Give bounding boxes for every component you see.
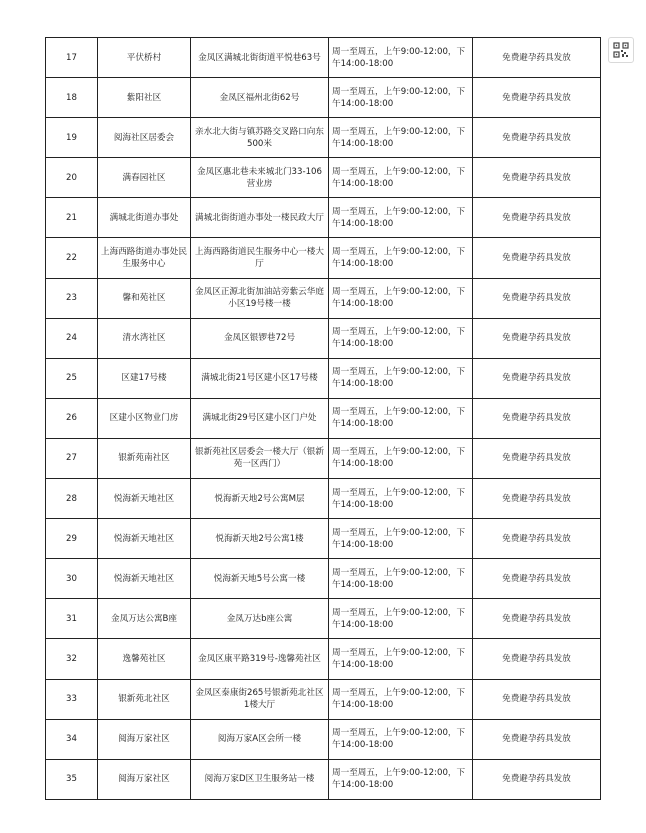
opening-hours: 周一至周五，上午9:00-12:00，下午14:00-18:00: [329, 639, 473, 679]
table-row: [46, 519, 601, 559]
site-name: 银新苑北社区: [98, 679, 191, 719]
opening-hours: 周一至周五，上午9:00-12:00，下午14:00-18:00: [329, 719, 473, 759]
table-row: [46, 158, 601, 198]
service-type: 免费避孕药具发放: [473, 118, 601, 158]
opening-hours: 周一至周五，上午9:00-12:00，下午14:00-18:00: [329, 118, 473, 158]
site-name: 悦海新天地社区: [98, 519, 191, 559]
site-name: 金凤万达公寓B座: [98, 599, 191, 639]
table-row: [46, 118, 601, 158]
site-address: 阅海万家A区会所一楼: [191, 719, 329, 759]
service-type: 免费避孕药具发放: [473, 158, 601, 198]
service-type: 免费避孕药具发放: [473, 198, 601, 238]
row-number: 26: [46, 398, 98, 438]
site-name: 馨和苑社区: [98, 278, 191, 318]
site-name: 悦海新天地社区: [98, 559, 191, 599]
service-type: 免费避孕药具发放: [473, 719, 601, 759]
service-type: 免费避孕药具发放: [473, 238, 601, 278]
opening-hours: 周一至周五，上午9:00-12:00，下午14:00-18:00: [329, 599, 473, 639]
opening-hours: 周一至周五，上午9:00-12:00，下午14:00-18:00: [329, 438, 473, 478]
site-name: 逸馨苑社区: [98, 639, 191, 679]
site-name: 满城北街道办事处: [98, 198, 191, 238]
opening-hours: 周一至周五，上午9:00-12:00，下午14:00-18:00: [329, 38, 473, 78]
site-address: 悦海新天地2号公寓M层: [191, 479, 329, 519]
site-address: 金凤区惠北巷未来城北门33-106营业房: [191, 158, 329, 198]
row-number: 31: [46, 599, 98, 639]
site-address: 亲水北大街与镇苏路交叉路口向东500米: [191, 118, 329, 158]
opening-hours: 周一至周五，上午9:00-12:00，下午14:00-18:00: [329, 78, 473, 118]
service-type: 免费避孕药具发放: [473, 759, 601, 799]
row-number: 28: [46, 479, 98, 519]
site-name: 清水湾社区: [98, 318, 191, 358]
service-type: 免费避孕药具发放: [473, 278, 601, 318]
opening-hours: 周一至周五，上午9:00-12:00，下午14:00-18:00: [329, 398, 473, 438]
row-number: 33: [46, 679, 98, 719]
row-number: 18: [46, 78, 98, 118]
service-type: 免费避孕药具发放: [473, 318, 601, 358]
site-address: 金凤区康平路319号-逸馨苑社区: [191, 639, 329, 679]
row-number: 29: [46, 519, 98, 559]
opening-hours: 周一至周五，上午9:00-12:00，下午14:00-18:00: [329, 759, 473, 799]
row-number: 20: [46, 158, 98, 198]
opening-hours: 周一至周五，上午9:00-12:00，下午14:00-18:00: [329, 479, 473, 519]
table-row: [46, 719, 601, 759]
row-number: 27: [46, 438, 98, 478]
site-name: 阅海社区居委会: [98, 118, 191, 158]
opening-hours: 周一至周五，上午9:00-12:00，下午14:00-18:00: [329, 358, 473, 398]
qr-code-icon: [613, 42, 629, 58]
table-row: [46, 479, 601, 519]
opening-hours: 周一至周五，上午9:00-12:00，下午14:00-18:00: [329, 198, 473, 238]
service-type: 免费避孕药具发放: [473, 519, 601, 559]
row-number: 35: [46, 759, 98, 799]
site-address: 金凤区正源北街加油站旁紫云华庭小区19号楼一楼: [191, 278, 329, 318]
service-type: 免费避孕药具发放: [473, 559, 601, 599]
site-address: 上海西路街道民生服务中心一楼大厅: [191, 238, 329, 278]
table-row: [46, 599, 601, 639]
site-name: 平伏桥村: [98, 38, 191, 78]
service-type: 免费避孕药具发放: [473, 639, 601, 679]
table-row: [46, 559, 601, 599]
service-type: 免费避孕药具发放: [473, 38, 601, 78]
site-address: 满城北街21号区建小区17号楼: [191, 358, 329, 398]
opening-hours: 周一至周五，上午9:00-12:00，下午14:00-18:00: [329, 519, 473, 559]
site-name: 银新苑南社区: [98, 438, 191, 478]
row-number: 22: [46, 238, 98, 278]
opening-hours: 周一至周五，上午9:00-12:00，下午14:00-18:00: [329, 158, 473, 198]
site-address: 金凤区满城北街街道平悦巷63号: [191, 38, 329, 78]
site-address: 悦海新天地5号公寓一楼: [191, 559, 329, 599]
site-address: 满城北街街道办事处一楼民政大厅: [191, 198, 329, 238]
service-type: 免费避孕药具发放: [473, 398, 601, 438]
row-number: 21: [46, 198, 98, 238]
table-row: [46, 238, 601, 278]
row-number: 34: [46, 719, 98, 759]
site-address: 阅海万家D区卫生服务站一楼: [191, 759, 329, 799]
site-name: 上海西路街道办事处民生服务中心: [98, 238, 191, 278]
opening-hours: 周一至周五，上午9:00-12:00，下午14:00-18:00: [329, 679, 473, 719]
table-row: [46, 759, 601, 799]
table-row: [46, 639, 601, 679]
table-row: [46, 398, 601, 438]
site-name: 紫阳社区: [98, 78, 191, 118]
site-name: 区建17号楼: [98, 358, 191, 398]
site-address: 金凤区银锣巷72号: [191, 318, 329, 358]
site-name: 阅海万家社区: [98, 759, 191, 799]
row-number: 32: [46, 639, 98, 679]
table-row: [46, 438, 601, 478]
service-type: 免费避孕药具发放: [473, 358, 601, 398]
opening-hours: 周一至周五，上午9:00-12:00，下午14:00-18:00: [329, 238, 473, 278]
table-row: [46, 278, 601, 318]
opening-hours: 周一至周五，上午9:00-12:00，下午14:00-18:00: [329, 318, 473, 358]
site-name: 悦海新天地社区: [98, 479, 191, 519]
row-number: 23: [46, 278, 98, 318]
qr-code-button[interactable]: [608, 37, 634, 63]
distribution-table: [45, 37, 601, 800]
row-number: 24: [46, 318, 98, 358]
site-address: 满城北街29号区建小区门户处: [191, 398, 329, 438]
opening-hours: 周一至周五，上午9:00-12:00，下午14:00-18:00: [329, 559, 473, 599]
service-type: 免费避孕药具发放: [473, 679, 601, 719]
row-number: 30: [46, 559, 98, 599]
table-row: [46, 318, 601, 358]
table-row: [46, 198, 601, 238]
row-number: 25: [46, 358, 98, 398]
site-address: 悦海新天地2号公寓1楼: [191, 519, 329, 559]
service-type: 免费避孕药具发放: [473, 438, 601, 478]
table-row: [46, 679, 601, 719]
table-row: [46, 38, 601, 78]
table-row: [46, 358, 601, 398]
opening-hours: 周一至周五，上午9:00-12:00，下午14:00-18:00: [329, 278, 473, 318]
site-address: 银新苑社区居委会一楼大厅（银新苑一区西门）: [191, 438, 329, 478]
site-name: 区建小区物业门房: [98, 398, 191, 438]
site-name: 满春园社区: [98, 158, 191, 198]
site-name: 阅海万家社区: [98, 719, 191, 759]
site-address: 金凤万达b座公寓: [191, 599, 329, 639]
row-number: 19: [46, 118, 98, 158]
table-row: [46, 78, 601, 118]
site-address: 金凤区福州北街62号: [191, 78, 329, 118]
service-type: 免费避孕药具发放: [473, 78, 601, 118]
row-number: 17: [46, 38, 98, 78]
service-type: 免费避孕药具发放: [473, 599, 601, 639]
site-address: 金凤区泰康街265号银新苑北社区1楼大厅: [191, 679, 329, 719]
service-type: 免费避孕药具发放: [473, 479, 601, 519]
